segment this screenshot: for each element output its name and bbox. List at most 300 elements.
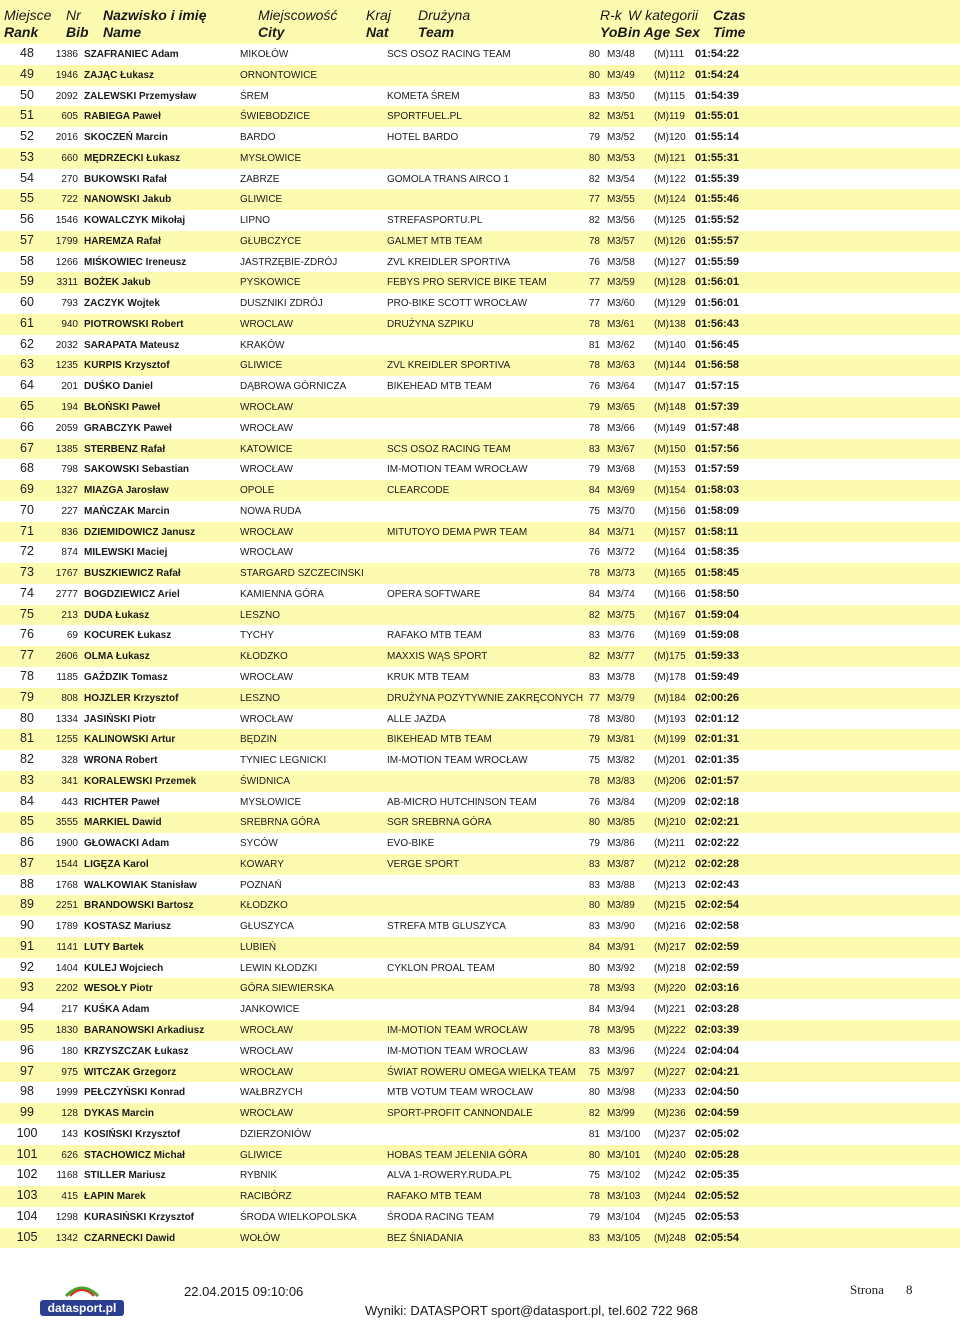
cell-bib: 227 bbox=[61, 505, 78, 517]
table-row bbox=[0, 646, 960, 667]
cell-rank: 69 bbox=[20, 482, 34, 497]
cell-sex: (M)125 bbox=[654, 215, 686, 227]
cell-cat: M3/78 bbox=[607, 671, 635, 683]
cell-name: HAREMZA Rafał bbox=[84, 235, 161, 247]
cell-rank: 50 bbox=[20, 87, 34, 102]
cell-rank: 55 bbox=[20, 191, 34, 206]
table-row bbox=[0, 189, 960, 210]
cell-yob: 80 bbox=[588, 817, 600, 829]
cell-city: WOŁÓW bbox=[240, 1232, 280, 1244]
cell-team: ALLE JAZDA bbox=[387, 713, 446, 725]
cell-rank: 82 bbox=[20, 752, 34, 767]
table-row bbox=[0, 148, 960, 169]
cell-yob: 83 bbox=[588, 630, 600, 642]
cell-rank: 93 bbox=[20, 980, 34, 995]
cell-city: GLIWICE bbox=[240, 1149, 283, 1161]
cell-cat: M3/94 bbox=[607, 1004, 635, 1016]
cell-bib: 1900 bbox=[55, 838, 78, 850]
cell-team: MITUTOYO DEMA PWR TEAM bbox=[387, 526, 528, 538]
cell-name: KOCUREK Łukasz bbox=[84, 630, 172, 642]
cell-rank: 53 bbox=[20, 149, 34, 164]
cell-yob: 80 bbox=[588, 1149, 600, 1161]
cell-time: 02:02:59 bbox=[695, 961, 740, 974]
cell-cat: M3/100 bbox=[607, 1128, 641, 1140]
cell-yob: 84 bbox=[588, 485, 600, 497]
cell-name: SKOCZEŃ Marcin bbox=[84, 132, 168, 144]
cell-bib: 3311 bbox=[56, 277, 78, 289]
cell-bib: 3555 bbox=[55, 817, 78, 829]
cell-yob: 80 bbox=[588, 1087, 600, 1099]
cell-name: ZAJĄC Łukasz bbox=[84, 69, 155, 81]
header-cat-pl: W kategorii bbox=[628, 7, 699, 23]
cell-city: STARGARD SZCZECINSKI bbox=[240, 568, 364, 580]
cell-bib: 1185 bbox=[56, 671, 78, 683]
cell-name: PEŁCZYŃSKI Konrad bbox=[84, 1087, 186, 1099]
cell-cat: M3/74 bbox=[607, 588, 635, 600]
cell-city: LESZNO bbox=[240, 609, 281, 621]
cell-bib: 2202 bbox=[55, 983, 78, 995]
cell-time: 02:01:31 bbox=[695, 733, 740, 746]
cell-bib: 1946 bbox=[55, 69, 78, 81]
table-row bbox=[0, 293, 960, 314]
cell-team: GALMET MTB TEAM bbox=[387, 235, 483, 247]
cell-name: SARAPATA Mateusz bbox=[84, 339, 180, 351]
cell-city: KŁODZKO bbox=[240, 900, 288, 912]
cell-city: GŁUBCZYCE bbox=[240, 235, 302, 247]
cell-name: KURASIŃSKI Krzysztof bbox=[84, 1211, 195, 1223]
cell-rank: 104 bbox=[16, 1208, 38, 1223]
cell-bib: 798 bbox=[61, 464, 78, 476]
table-row bbox=[0, 1124, 960, 1145]
cell-rank: 54 bbox=[20, 170, 34, 185]
cell-city: PYSKOWICE bbox=[240, 277, 301, 289]
cell-bib: 69 bbox=[66, 630, 78, 642]
table-row bbox=[0, 127, 960, 148]
cell-name: PIOTROWSKI Robert bbox=[84, 318, 184, 330]
cell-rank: 51 bbox=[20, 108, 34, 123]
cell-yob: 77 bbox=[588, 277, 600, 289]
cell-team: CYKLON PROAL TEAM bbox=[387, 962, 495, 974]
cell-team: HOBAS TEAM JELENIA GÓRA bbox=[387, 1149, 528, 1161]
cell-sex: (M)193 bbox=[654, 713, 686, 725]
cell-sex: (M)178 bbox=[654, 671, 686, 683]
cell-bib: 1404 bbox=[55, 962, 78, 974]
cell-bib: 1141 bbox=[56, 941, 78, 953]
cell-cat: M3/61 bbox=[607, 318, 635, 330]
cell-rank: 74 bbox=[20, 585, 34, 600]
table-row bbox=[0, 44, 960, 65]
cell-sex: (M)157 bbox=[654, 526, 686, 538]
cell-rank: 78 bbox=[20, 668, 34, 683]
cell-team: IM-MOTION TEAM WROCŁAW bbox=[387, 755, 528, 767]
cell-city: WROCŁAW bbox=[240, 547, 293, 559]
cell-cat: M3/57 bbox=[607, 235, 635, 247]
table-row bbox=[0, 584, 960, 605]
cell-yob: 80 bbox=[588, 900, 600, 912]
table-row bbox=[0, 106, 960, 127]
cell-cat: M3/84 bbox=[607, 796, 635, 808]
cell-city: MIKOŁÓW bbox=[240, 49, 289, 60]
cell-sex: (M)213 bbox=[654, 879, 686, 891]
cell-yob: 83 bbox=[588, 858, 600, 870]
cell-city: GLIWICE bbox=[240, 194, 283, 206]
cell-yob: 79 bbox=[588, 402, 600, 414]
cell-sex: (M)233 bbox=[654, 1087, 686, 1099]
cell-bib: 836 bbox=[61, 526, 78, 538]
cell-sex: (M)206 bbox=[654, 775, 686, 787]
table-row bbox=[0, 895, 960, 916]
cell-cat: M3/54 bbox=[607, 173, 635, 185]
cell-team: GOMOLA TRANS AIRCO 1 bbox=[387, 173, 510, 185]
cell-team: OPERA SOFTWARE bbox=[387, 588, 481, 600]
cell-yob: 83 bbox=[588, 90, 600, 102]
cell-team: RAFAKO MTB TEAM bbox=[387, 1191, 482, 1203]
cell-city: KŁODZKO bbox=[240, 651, 288, 663]
cell-time: 01:57:56 bbox=[695, 442, 740, 455]
cell-time: 02:00:26 bbox=[695, 691, 740, 704]
cell-rank: 60 bbox=[20, 295, 34, 310]
cell-bib: 722 bbox=[61, 194, 78, 206]
cell-cat: M3/51 bbox=[607, 111, 635, 123]
cell-rank: 91 bbox=[20, 938, 34, 953]
cell-team: SPORTFUEL.PL bbox=[387, 111, 462, 123]
cell-sex: (M)215 bbox=[654, 900, 686, 912]
cell-sex: (M)119 bbox=[654, 111, 685, 123]
cell-rank: 63 bbox=[20, 357, 34, 372]
cell-sex: (M)140 bbox=[654, 339, 686, 351]
header-rank-pl: Miejsce bbox=[4, 7, 52, 23]
cell-yob: 79 bbox=[588, 734, 600, 746]
table-row bbox=[0, 1103, 960, 1124]
cell-rank: 77 bbox=[20, 648, 34, 663]
cell-rank: 64 bbox=[20, 378, 34, 393]
cell-name: MIAZGA Jarosław bbox=[84, 485, 169, 497]
cell-bib: 1334 bbox=[55, 713, 78, 725]
cell-rank: 52 bbox=[20, 129, 34, 144]
cell-city: WROCŁAW bbox=[240, 464, 293, 476]
cell-yob: 84 bbox=[588, 588, 600, 600]
cell-yob: 79 bbox=[588, 838, 600, 850]
cell-bib: 143 bbox=[61, 1128, 78, 1140]
cell-team: ALVA 1-ROWERY.RUDA.PL bbox=[387, 1170, 512, 1182]
cell-sex: (M)144 bbox=[654, 360, 686, 372]
cell-time: 01:58:45 bbox=[695, 567, 740, 580]
header-team-pl: Drużyna bbox=[418, 7, 471, 23]
cell-rank: 68 bbox=[20, 461, 34, 476]
cell-time: 02:05:02 bbox=[695, 1127, 740, 1140]
cell-city: GÓRA SIEWIERSKA bbox=[240, 983, 334, 995]
cell-sex: (M)211 bbox=[654, 838, 685, 850]
cell-city: ŚREM bbox=[240, 90, 269, 102]
cell-time: 02:04:21 bbox=[695, 1065, 740, 1078]
cell-yob: 83 bbox=[588, 1232, 600, 1244]
cell-sex: (M)153 bbox=[654, 464, 686, 476]
cell-bib: 2777 bbox=[55, 588, 78, 600]
cell-team: ŚWIAT ROWERU OMEGA WIELKA TEAM bbox=[387, 1066, 576, 1078]
cell-sex: (M)112 bbox=[654, 69, 685, 81]
cell-rank: 105 bbox=[16, 1229, 38, 1244]
cell-rank: 90 bbox=[20, 918, 34, 933]
cell-bib: 808 bbox=[61, 692, 78, 704]
cell-cat: M3/90 bbox=[607, 921, 635, 933]
cell-bib: 2092 bbox=[55, 90, 78, 102]
table-row bbox=[0, 231, 960, 252]
cell-cat: M3/71 bbox=[607, 526, 635, 538]
cell-time: 01:56:58 bbox=[695, 359, 740, 372]
cell-name: LIGĘZA Karol bbox=[84, 858, 149, 870]
cell-rank: 86 bbox=[20, 835, 34, 850]
datasport-logo bbox=[36, 1282, 128, 1322]
cell-cat: M3/93 bbox=[607, 983, 635, 995]
cell-sex: (M)154 bbox=[654, 485, 686, 497]
cell-yob: 78 bbox=[588, 318, 600, 330]
cell-team: STREFASPORTU.PL bbox=[387, 215, 483, 227]
cell-name: MĘDRZECKI Łukasz bbox=[84, 152, 181, 164]
cell-name: KORALEWSKI Przemek bbox=[84, 775, 197, 787]
cell-time: 01:58:50 bbox=[695, 587, 740, 600]
cell-yob: 75 bbox=[588, 505, 600, 517]
cell-city: JANKOWICE bbox=[240, 1004, 300, 1016]
cell-bib: 180 bbox=[61, 1045, 78, 1057]
cell-rank: 100 bbox=[16, 1125, 38, 1140]
cell-rank: 72 bbox=[20, 544, 34, 559]
header-cat-en: in Age bbox=[628, 24, 671, 40]
cell-time: 02:03:28 bbox=[695, 1003, 740, 1016]
table-row bbox=[0, 1082, 960, 1103]
cell-time: 01:56:01 bbox=[695, 276, 740, 289]
cell-city: ORNONTOWICE bbox=[240, 69, 318, 81]
cell-cat: M3/88 bbox=[607, 879, 635, 891]
header-nat-pl: Kraj bbox=[366, 7, 391, 23]
cell-cat: M3/48 bbox=[607, 49, 635, 60]
cell-yob: 76 bbox=[588, 256, 600, 268]
page-number: 8 bbox=[906, 1282, 913, 1297]
table-row bbox=[0, 563, 960, 584]
cell-city: LESZNO bbox=[240, 692, 281, 704]
cell-sex: (M)111 bbox=[654, 49, 685, 60]
cell-name: WALKOWIAK Stanisław bbox=[84, 879, 197, 891]
cell-sex: (M)222 bbox=[654, 1024, 686, 1036]
cell-city: DUSZNIKI ZDRÓJ bbox=[240, 298, 323, 310]
cell-name: DUDA Łukasz bbox=[84, 609, 150, 621]
cell-time: 01:59:33 bbox=[695, 650, 740, 663]
cell-bib: 194 bbox=[61, 402, 78, 414]
cell-cat: M3/67 bbox=[607, 443, 635, 455]
cell-city: TYNIEC LEGNICKI bbox=[240, 755, 327, 767]
cell-city: WROCŁAW bbox=[240, 526, 293, 538]
cell-bib: 2016 bbox=[55, 132, 78, 144]
table-row bbox=[0, 86, 960, 107]
cell-sex: (M)227 bbox=[654, 1066, 686, 1078]
page-footer bbox=[0, 1276, 960, 1324]
results-table bbox=[0, 44, 960, 1248]
cell-cat: M3/66 bbox=[607, 422, 635, 434]
cell-team: IM-MOTION TEAM WROCŁAW bbox=[387, 1045, 528, 1057]
cell-bib: 1789 bbox=[55, 921, 78, 933]
cell-time: 01:54:39 bbox=[695, 89, 740, 102]
cell-yob: 75 bbox=[588, 1066, 600, 1078]
cell-name: KRZYSZCZAK Łukasz bbox=[84, 1045, 189, 1057]
cell-team: SPORT-PROFIT CANNONDALE bbox=[387, 1108, 533, 1120]
cell-yob: 82 bbox=[588, 215, 600, 227]
cell-name: DZIEMIDOWICZ Janusz bbox=[84, 526, 196, 538]
header-yob-pl: R-k bbox=[600, 7, 622, 23]
cell-rank: 75 bbox=[20, 606, 34, 621]
table-row bbox=[0, 542, 960, 563]
table-row bbox=[0, 729, 960, 750]
cell-cat: M3/69 bbox=[607, 485, 635, 497]
header-time-en: Time bbox=[713, 24, 746, 40]
table-row bbox=[0, 854, 960, 875]
cell-time: 02:05:53 bbox=[695, 1210, 740, 1223]
table-row bbox=[0, 958, 960, 979]
cell-bib: 201 bbox=[61, 381, 78, 393]
cell-time: 01:57:48 bbox=[695, 421, 740, 434]
cell-name: DYKAS Marcin bbox=[84, 1108, 155, 1120]
cell-cat: M3/50 bbox=[607, 90, 635, 102]
header-city-en: City bbox=[258, 24, 285, 40]
cell-time: 01:55:14 bbox=[695, 131, 740, 144]
cell-cat: M3/68 bbox=[607, 464, 635, 476]
cell-team: STREFA MTB GLUSZYCA bbox=[387, 921, 506, 933]
cell-city: MYSŁOWICE bbox=[240, 152, 302, 164]
cell-time: 02:02:54 bbox=[695, 899, 740, 912]
cell-time: 02:03:39 bbox=[695, 1023, 740, 1036]
cell-yob: 80 bbox=[588, 152, 600, 164]
cell-rank: 67 bbox=[20, 440, 34, 455]
cell-yob: 77 bbox=[588, 194, 600, 206]
cell-city: WROCLAW bbox=[240, 318, 293, 330]
cell-yob: 78 bbox=[588, 713, 600, 725]
cell-sex: (M)115 bbox=[654, 90, 685, 102]
cell-bib: 1168 bbox=[56, 1170, 78, 1182]
cell-time: 01:56:01 bbox=[695, 297, 740, 310]
header-bib-en: Bib bbox=[66, 24, 89, 40]
cell-cat: M3/102 bbox=[607, 1170, 641, 1182]
cell-rank: 79 bbox=[20, 689, 34, 704]
cell-sex: (M)221 bbox=[654, 1004, 686, 1016]
table-row bbox=[0, 1062, 960, 1083]
cell-bib: 1386 bbox=[55, 49, 78, 60]
cell-city: LUBIEŃ bbox=[240, 941, 277, 953]
cell-rank: 99 bbox=[20, 1105, 34, 1120]
cell-time: 02:05:35 bbox=[695, 1169, 740, 1182]
cell-city: DĄBROWA GÓRNICZA bbox=[240, 381, 347, 393]
cell-cat: M3/52 bbox=[607, 132, 635, 144]
cell-rank: 71 bbox=[20, 523, 34, 538]
cell-city: WROCŁAW bbox=[240, 1045, 293, 1057]
cell-yob: 83 bbox=[588, 879, 600, 891]
cell-yob: 78 bbox=[588, 568, 600, 580]
cell-name: DUŚKO Daniel bbox=[84, 381, 153, 393]
cell-sex: (M)128 bbox=[654, 277, 686, 289]
cell-name: JASIŃSKI Piotr bbox=[84, 713, 156, 725]
cell-name: HOJZLER Krzysztof bbox=[84, 692, 179, 704]
cell-city: JASTRZĘBIE-ZDRÓJ bbox=[240, 256, 338, 268]
cell-rank: 61 bbox=[20, 315, 34, 330]
cell-cat: M3/75 bbox=[607, 609, 635, 621]
cell-team: AB-MICRO HUTCHINSON TEAM bbox=[387, 796, 537, 808]
cell-team: ŚRODA RACING TEAM bbox=[387, 1211, 495, 1223]
cell-bib: 2032 bbox=[55, 339, 78, 351]
cell-yob: 83 bbox=[588, 443, 600, 455]
cell-sex: (M)175 bbox=[654, 651, 686, 663]
table-row bbox=[0, 1207, 960, 1228]
cell-time: 02:02:28 bbox=[695, 857, 740, 870]
cell-bib: 2059 bbox=[55, 422, 78, 434]
cell-name: MAŃCZAK Marcin bbox=[84, 505, 170, 517]
cell-name: SAKOWSKI Sebastian bbox=[84, 464, 190, 476]
cell-name: KOSTASZ Mariusz bbox=[84, 921, 172, 933]
cell-rank: 59 bbox=[20, 274, 34, 289]
cell-sex: (M)201 bbox=[654, 755, 686, 767]
cell-name: KALINOWSKI Artur bbox=[84, 734, 176, 746]
cell-yob: 84 bbox=[588, 941, 600, 953]
cell-team: ZVL KREIDLER SPORTIVA bbox=[387, 360, 511, 372]
cell-cat: M3/99 bbox=[607, 1108, 635, 1120]
cell-yob: 82 bbox=[588, 609, 600, 621]
cell-bib: 2251 bbox=[55, 900, 78, 912]
cell-time: 01:58:09 bbox=[695, 504, 740, 517]
cell-cat: M3/63 bbox=[607, 360, 635, 372]
cell-city: KRAKÓW bbox=[240, 339, 285, 351]
cell-name: WITCZAK Grzegorz bbox=[84, 1066, 177, 1078]
cell-cat: M3/83 bbox=[607, 775, 635, 787]
table-row bbox=[0, 501, 960, 522]
cell-team: PRO-BIKE SCOTT WROCŁAW bbox=[387, 298, 528, 310]
cell-team: IM-MOTION TEAM WROCŁAW bbox=[387, 1024, 528, 1036]
cell-bib: 270 bbox=[61, 173, 78, 185]
cell-city: BARDO bbox=[240, 132, 276, 144]
cell-time: 02:01:12 bbox=[695, 712, 740, 725]
cell-cat: M3/104 bbox=[607, 1211, 641, 1223]
cell-time: 01:55:57 bbox=[695, 234, 740, 247]
cell-bib: 874 bbox=[61, 547, 78, 559]
cell-sex: (M)122 bbox=[654, 173, 686, 185]
cell-name: LUTY Bartek bbox=[84, 941, 144, 953]
cell-cat: M3/62 bbox=[607, 339, 635, 351]
cell-yob: 82 bbox=[588, 111, 600, 123]
cell-cat: M3/60 bbox=[607, 298, 635, 310]
cell-name: SZAFRANIEC Adam bbox=[84, 49, 179, 60]
cell-city: ŚWIEBODZICE bbox=[240, 111, 311, 123]
cell-sex: (M)209 bbox=[654, 796, 686, 808]
cell-yob: 78 bbox=[588, 422, 600, 434]
cell-time: 02:04:59 bbox=[695, 1107, 740, 1120]
cell-sex: (M)121 bbox=[654, 152, 686, 164]
cell-bib: 128 bbox=[61, 1108, 78, 1120]
cell-yob: 76 bbox=[588, 796, 600, 808]
cell-sex: (M)120 bbox=[654, 132, 686, 144]
cell-cat: M3/55 bbox=[607, 194, 635, 206]
cell-team: RAFAKO MTB TEAM bbox=[387, 630, 482, 642]
cell-team: BIKEHEAD MTB TEAM bbox=[387, 381, 492, 393]
cell-rank: 102 bbox=[16, 1167, 38, 1182]
cell-yob: 78 bbox=[588, 775, 600, 787]
cell-bib: 660 bbox=[61, 152, 78, 164]
cell-time: 01:55:39 bbox=[695, 172, 740, 185]
table-row bbox=[0, 1020, 960, 1041]
cell-rank: 103 bbox=[16, 1188, 38, 1203]
cell-city: SYCÓW bbox=[240, 838, 278, 850]
cell-bib: 1342 bbox=[55, 1232, 78, 1244]
cell-name: WRONA Robert bbox=[84, 755, 158, 767]
cell-bib: 1235 bbox=[55, 360, 78, 372]
cell-rank: 87 bbox=[20, 855, 34, 870]
table-row bbox=[0, 812, 960, 833]
cell-cat: M3/65 bbox=[607, 402, 635, 414]
table-row bbox=[0, 522, 960, 543]
